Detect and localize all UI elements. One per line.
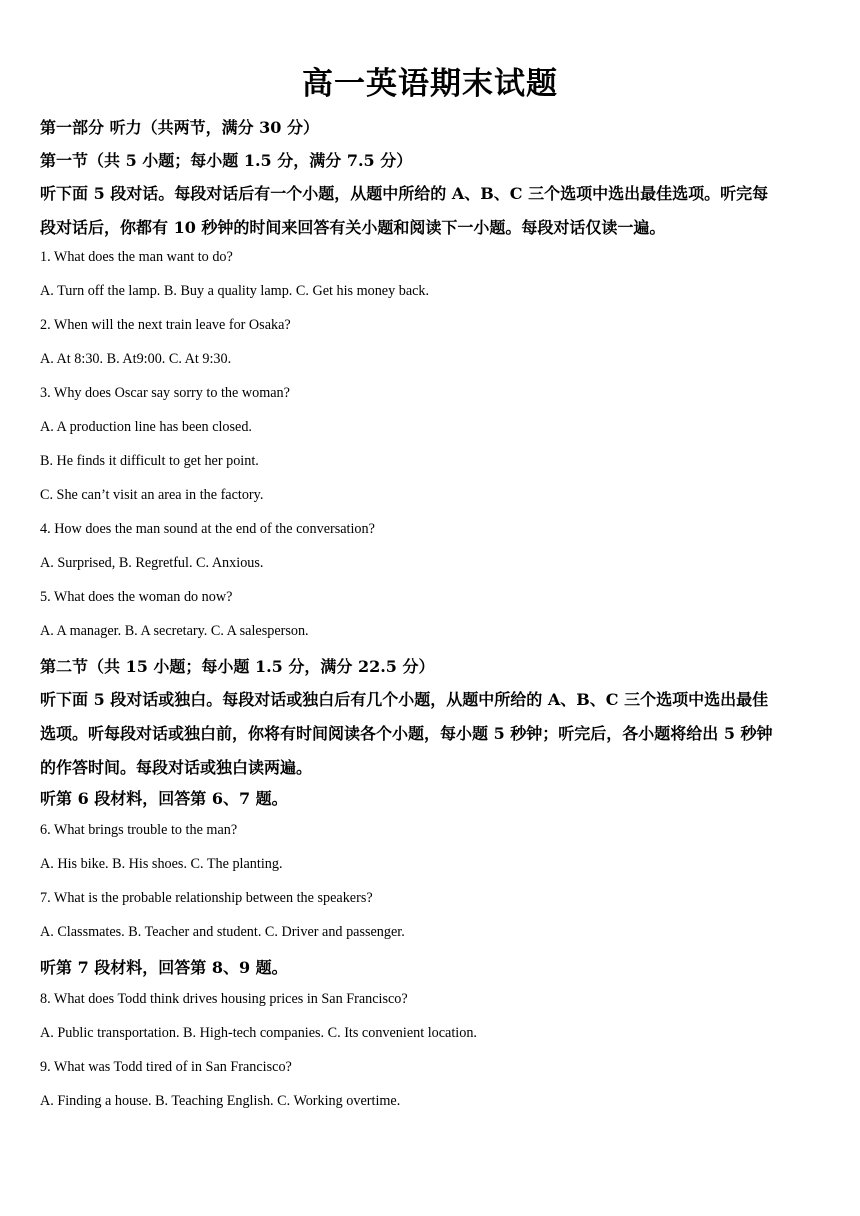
question-3-option-a: A. A production line has been closed. (40, 419, 252, 435)
page-title: 高一英语期末试题 (302, 66, 558, 102)
material-7-heading: 听第 7 段材料，回答第 8、9 题。 (40, 958, 288, 977)
section2-heading: 第二节（共 15 小题；每小题 1.5 分，满分 22.5 分） (40, 657, 435, 676)
question-1-options: A. Turn off the lamp. B. Buy a quality lamp. C. Get his money back. (40, 283, 430, 299)
question-8-options: A. Public transportation. B. High-tech companies. C. Its convenient location. (40, 1025, 477, 1041)
instruction-line: 听下面 5 段对话。每段对话后有一个小题，从题中所给的 A、B、C 三个选项中选出最佳选项。听完每 (40, 184, 769, 203)
question-4: 4. How does the man sound at the end of the conversation? (40, 521, 375, 537)
instruction-line: 选项。听每段对话或独白前，你将有时间阅读各个小题，每小题 5 秒钟；听完后，各小题将给出 5 秒钟 (40, 724, 773, 743)
question-2-options: A. At 8:30. B. At9:00. C. At 9:30. (40, 351, 232, 367)
question-5-options: A. A manager. B. A secretary. C. A salesperson. (40, 623, 309, 639)
section2-instructions (40, 683, 820, 785)
question-7: 7. What is the probable relationship between the speakers? (40, 890, 373, 906)
exam-page (40, 62, 820, 1125)
question-2: 2. When will the next train leave for Osaka? (40, 317, 291, 333)
question-4-options: A. Surprised, B. Regretful. C. Anxious. (40, 555, 264, 571)
question-6-options: A. His bike. B. His shoes. C. The planting. (40, 856, 283, 872)
instruction-line: 的作答时间。每段对话或独白读两遍。 (40, 758, 313, 777)
question-3-option-c: C. She can’t visit an area in the factory. (40, 487, 264, 503)
section1-heading: 第一节（共 5 小题；每小题 1.5 分，满分 7.5 分） (40, 151, 413, 170)
question-3-option-b: B. He finds it difficult to get her point. (40, 453, 259, 469)
question-9-options: A. Finding a house. B. Teaching English. C. Working overtime. (40, 1093, 401, 1109)
question-6: 6. What brings trouble to the man? (40, 822, 238, 838)
instruction-line: 听下面 5 段对话或独白。每段对话或独白后有几个小题，从题中所给的 A、B、C 三个选项中选出最佳 (40, 690, 769, 709)
question-1: 1. What does the man want to do? (40, 249, 233, 265)
question-8: 8. What does Todd think drives housing prices in San Francisco? (40, 991, 408, 1007)
question-5: 5. What does the woman do now? (40, 589, 233, 605)
instruction-line: 段对话后，你都有 10 秒钟的时间来回答有关小题和阅读下一小题。每段对话仅读一遍。 (40, 218, 666, 237)
question-7-options: A. Classmates. B. Teacher and student. C. Driver and passenger. (40, 924, 405, 940)
part1-heading: 第一部分 听力（共两节，满分 30 分） (40, 118, 319, 137)
question-9: 9. What was Todd tired of in San Francisco? (40, 1059, 292, 1075)
material-6-heading: 听第 6 段材料，回答第 6、7 题。 (40, 789, 288, 808)
section1-instructions (40, 177, 820, 245)
question-3: 3. Why does Oscar say sorry to the woman? (40, 385, 290, 401)
